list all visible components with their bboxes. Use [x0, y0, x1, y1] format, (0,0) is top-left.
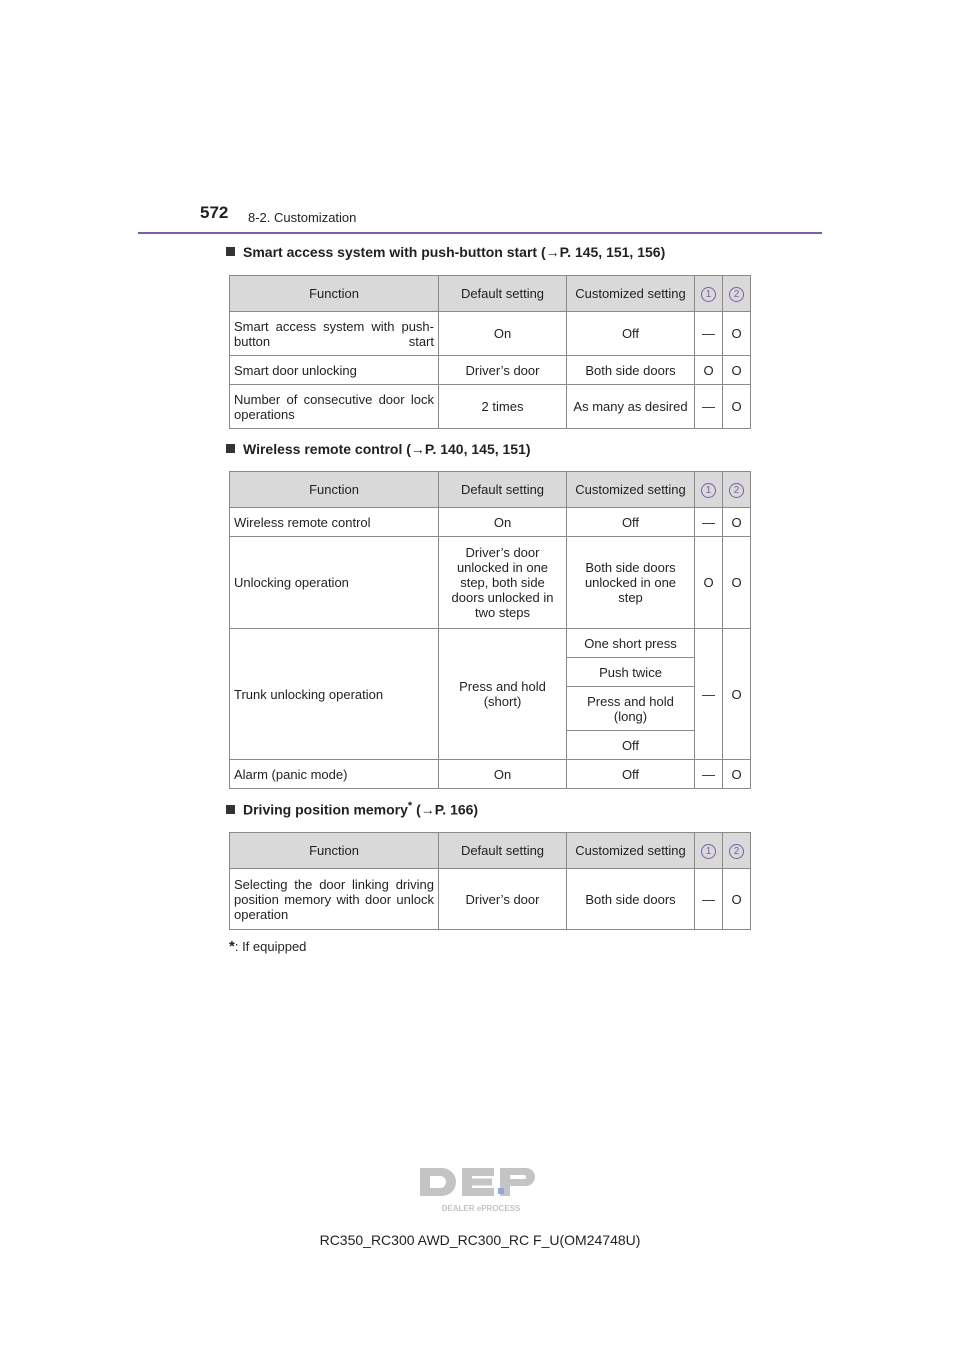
custom-cell: Both side doors unlocked in one step: [567, 537, 695, 629]
asterisk-mark: *: [407, 800, 413, 812]
col1-cell: —: [695, 869, 723, 930]
logo-subtext: DEALER ePROCESS: [441, 1204, 521, 1213]
col2-cell: O: [723, 537, 751, 629]
col1-cell: —: [695, 760, 723, 789]
table-row: [230, 312, 751, 356]
col-customized: Customized setting: [567, 472, 695, 508]
col2-cell: O: [723, 385, 751, 429]
col-function: Function: [230, 276, 439, 312]
table-row: [230, 760, 751, 789]
table-wireless-remote: [229, 471, 751, 789]
circled-2-icon: 2: [729, 844, 744, 859]
col2-cell: O: [723, 760, 751, 789]
col2-cell: O: [723, 629, 751, 760]
col-1: [695, 833, 723, 869]
section-title-smart-access: Smart access system with push-button start (→P. 145, 151, 156): [226, 244, 665, 260]
default-cell: Driver’s door: [439, 869, 567, 930]
table-header-row: [230, 472, 751, 508]
col-function: Function: [230, 472, 439, 508]
circled-1-icon: 1: [701, 287, 716, 302]
bullet-square-icon: [226, 247, 235, 256]
bullet-square-icon: [226, 444, 235, 453]
table-row: [230, 385, 751, 429]
col-default: Default setting: [439, 276, 567, 312]
dealer-eprocess-logo: [416, 1166, 546, 1216]
col1-cell: —: [695, 385, 723, 429]
col1-cell: O: [695, 537, 723, 629]
function-cell: Selecting the door linking driving position memory with door unlock operation: [230, 869, 439, 930]
function-cell: Smart access system with push-button start: [230, 312, 439, 356]
document-footer: RC350_RC300 AWD_RC300_RC F_U(OM24748U): [319, 1232, 641, 1248]
table-header-row: [230, 276, 751, 312]
col1-cell: —: [695, 312, 723, 356]
footnote-text: : If equipped: [234, 939, 307, 954]
col2-cell: O: [723, 869, 751, 930]
circled-1-icon: 1: [701, 483, 716, 498]
col1-cell: —: [695, 508, 723, 537]
section-title-wireless-remote: Wireless remote control (→P. 140, 145, 151): [226, 441, 531, 457]
bullet-square-icon: [226, 805, 235, 814]
default-cell: On: [439, 508, 567, 537]
default-cell: On: [439, 312, 567, 356]
table-header-row: [230, 833, 751, 869]
col-1: [695, 472, 723, 508]
function-cell: Trunk unlocking operation: [230, 629, 439, 760]
custom-cell: Off: [567, 508, 695, 537]
table-driving-position-memory: [229, 832, 751, 930]
page-number: 572: [200, 203, 229, 222]
col2-cell: O: [723, 356, 751, 385]
custom-cell: Off: [567, 312, 695, 356]
table-row: [230, 537, 751, 629]
footnote: [229, 938, 306, 955]
circled-2-icon: 2: [729, 483, 744, 498]
custom-cell: Off: [567, 760, 695, 789]
table-row: [230, 508, 751, 537]
col-default: Default setting: [439, 833, 567, 869]
footnote-asterisk: *: [229, 938, 235, 955]
custom-option-cell: Off: [567, 731, 695, 760]
table-row: [230, 869, 751, 930]
col-2: [723, 276, 751, 312]
col-2: [723, 472, 751, 508]
col2-cell: O: [723, 508, 751, 537]
function-cell: Number of consecutive door lock operations: [230, 385, 439, 429]
default-cell: Driver’s door unlocked in one step, both side doors unlocked in two steps: [439, 537, 567, 629]
custom-option-cell: Press and hold (long): [567, 687, 695, 731]
default-cell: Press and hold (short): [439, 629, 567, 760]
header-rule: [138, 232, 822, 234]
custom-option-cell: Push twice: [567, 658, 695, 687]
page-header: [200, 203, 822, 233]
custom-option-cell: One short press: [567, 629, 695, 658]
table-row: [230, 356, 751, 385]
circled-1-icon: 1: [701, 844, 716, 859]
col-function: Function: [230, 833, 439, 869]
col-customized: Customized setting: [567, 276, 695, 312]
default-cell: Driver’s door: [439, 356, 567, 385]
custom-cell: As many as desired: [567, 385, 695, 429]
chapter-title: 8-2. Customization: [248, 210, 357, 225]
default-cell: 2 times: [439, 385, 567, 429]
col-customized: Customized setting: [567, 833, 695, 869]
col1-cell: —: [695, 629, 723, 760]
col2-cell: O: [723, 312, 751, 356]
col-1: [695, 276, 723, 312]
col-2: [723, 833, 751, 869]
default-cell: On: [439, 760, 567, 789]
col-default: Default setting: [439, 472, 567, 508]
function-cell: Unlocking operation: [230, 537, 439, 629]
table-smart-access: [229, 275, 751, 429]
function-cell: Smart door unlocking: [230, 356, 439, 385]
custom-cell: Both side doors: [567, 356, 695, 385]
custom-cell: Both side doors: [567, 869, 695, 930]
col1-cell: O: [695, 356, 723, 385]
circled-2-icon: 2: [729, 287, 744, 302]
function-cell: Wireless remote control: [230, 508, 439, 537]
section-title-driving-position-memory: Driving position memory* (→P. 166): [226, 800, 478, 818]
function-cell: Alarm (panic mode): [230, 760, 439, 789]
table-row: [230, 629, 751, 658]
